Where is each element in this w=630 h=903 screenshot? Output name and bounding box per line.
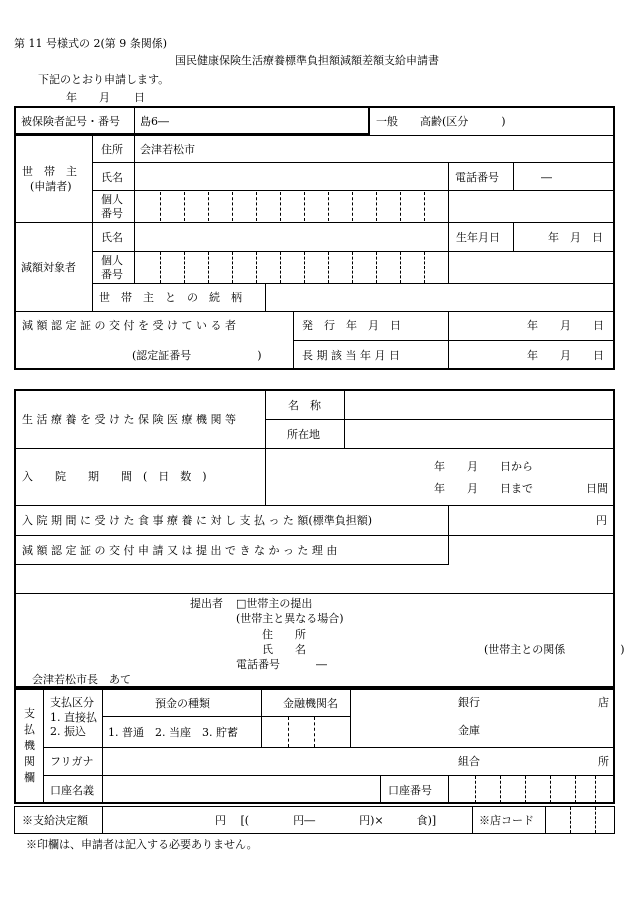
householder-id-label: 個人: [101, 193, 123, 206]
date-day-label: 日: [134, 91, 145, 104]
householder-address-value: 会津若松市: [140, 143, 195, 156]
submitter-address-input[interactable]: [310, 625, 610, 640]
furigana-label: フリガナ: [50, 755, 94, 768]
date-year-label: 年: [66, 91, 77, 104]
intro-text: 下記のとおり申請します。: [38, 73, 170, 86]
payment-side-label-1: 支: [24, 707, 35, 720]
page-title: 国民健康保険生活療養標準負担額減額差額支給申請書: [175, 54, 439, 67]
householder-phone-label: 電話番号: [455, 171, 499, 184]
date-month-label: 月: [99, 91, 110, 104]
reason-input[interactable]: [16, 565, 613, 592]
householder-address-input[interactable]: [135, 136, 613, 161]
hospital-period-label: 入 院 期 間 ( 日 数 ): [22, 470, 207, 483]
submitter-phone-label: 電話番号: [236, 658, 280, 671]
issue-date-label: 発 行 年 月 日: [302, 319, 401, 332]
householder-phone-input[interactable]: [514, 163, 613, 189]
submitter-address-label: 住 所: [262, 628, 306, 641]
decision-formula: 円 [( 円― 円)× 食)]: [215, 814, 437, 827]
householder-phone-value: ―: [541, 171, 552, 184]
insured-number-input[interactable]: [135, 108, 367, 133]
payment-category-option-2[interactable]: 2. 振込: [50, 725, 86, 738]
payment-side-label-3: 機: [24, 739, 35, 752]
institution-location-input[interactable]: [345, 420, 613, 447]
long-term-date-input[interactable]: [449, 341, 613, 368]
payment-category-option-1[interactable]: 1. 直接払: [50, 711, 97, 724]
institution-name-input[interactable]: [345, 390, 613, 418]
institution-location-label: 所在地: [287, 428, 320, 441]
store-code-label: ※店コード: [479, 814, 534, 827]
reason-label: 減 額 認 定 証 の 交 付 申 請 又 は 提 出 で き な か っ た 理 由: [22, 544, 338, 557]
relation-label: 世 帯 主 と の 続 柄: [99, 291, 242, 304]
long-term-date-label: 長 期 該 当 年 月 日: [302, 349, 400, 362]
householder-id-label-2: 番号: [101, 207, 123, 220]
bank-name-input[interactable]: [351, 690, 613, 746]
period-to-value: 年 月 日まで: [434, 482, 533, 495]
payment-category-label: 支払区分: [50, 696, 94, 709]
target-id-label: 個人: [101, 254, 123, 267]
addressee: 会津若松市長 あて: [32, 673, 131, 686]
office-label: 所: [598, 755, 609, 768]
insured-number-label: 被保険者記号・番号: [21, 115, 120, 128]
target-name-label: 氏名: [101, 231, 123, 244]
kumiai-label: 組合: [458, 755, 480, 768]
payment-side-label-2: 払: [24, 723, 35, 736]
target-person-label: 減額対象者: [21, 261, 76, 274]
account-name-label: 口座名義: [50, 784, 94, 797]
payment-side-label-5: 欄: [24, 771, 35, 784]
householder-sublabel: (申請者): [30, 180, 72, 193]
certificate-number-input[interactable]: [16, 341, 292, 368]
householder-label: 世 帯 主: [22, 165, 77, 178]
deposit-type-label: 預金の種類: [155, 697, 210, 710]
submitter-phone-input[interactable]: [300, 655, 420, 670]
householder-name-input[interactable]: [135, 163, 447, 189]
certificate-holder-label: 減 額 認 定 証 の 交 付 を 受 け て い る 者: [22, 319, 236, 332]
meal-cost-label: 入 院 期 間 に 受 け た 食 事 療 養 に 対 し 支 払 っ た 額(標準負担額): [22, 514, 373, 527]
decision-amount-label: ※支給決定額: [22, 814, 88, 827]
account-number-input[interactable]: [449, 776, 613, 803]
shinkin-label: 金庫: [458, 724, 480, 737]
issue-date-input[interactable]: [449, 312, 613, 339]
submitter-label: 提出者: [190, 597, 223, 610]
target-birth-label: 生年月日: [456, 231, 500, 244]
account-number-label: 口座番号: [388, 784, 432, 797]
submitter-relation-label: (世帯主との関係 ): [484, 643, 625, 656]
insured-category: 一般 高齢(区分 ): [376, 115, 506, 128]
deposit-type-options[interactable]: 1. 普通 2. 当座 3. 貯蓄: [108, 726, 238, 739]
account-name-input[interactable]: [103, 776, 379, 803]
bank-label: 銀行: [458, 696, 480, 709]
householder-name-label: 氏名: [101, 171, 123, 184]
meal-cost-unit: 円: [596, 514, 607, 527]
householder-address-label: 住所: [101, 143, 123, 156]
target-name-input[interactable]: [135, 223, 447, 250]
submitter-other-label: (世帯主と異なる場合): [236, 612, 344, 625]
hospital-period-input[interactable]: [266, 449, 613, 504]
period-from-value: 年 月 日から: [434, 460, 533, 473]
certificate-number-label: (認定証番号 ): [132, 349, 262, 362]
target-birth-value: 年 月 日: [548, 231, 603, 244]
submitter-name-input[interactable]: [310, 640, 470, 655]
meal-cost-input[interactable]: [449, 506, 613, 534]
institution-label: 生 活 療 養 を 受 け た 保 険 医 療 機 関 等: [22, 413, 236, 426]
target-id-label-2: 番号: [101, 268, 123, 281]
institution-name-label: 名 称: [288, 399, 321, 412]
target-birth-input[interactable]: [514, 223, 613, 250]
insured-category-select[interactable]: [372, 108, 612, 133]
footnote: ※印欄は、申請者は記入する必要ありません。: [26, 838, 258, 851]
insured-number-value: 島6―: [140, 115, 169, 128]
bank-name-label: 金融機関名: [283, 697, 338, 710]
form-number: 第 11 号様式の 2(第 9 条関係): [14, 37, 168, 50]
submitter-name-label: 氏 名: [262, 643, 306, 656]
relation-input[interactable]: [266, 284, 613, 310]
bank-code-input[interactable]: [262, 717, 349, 746]
payment-side-label-4: 関: [24, 755, 35, 768]
submitter-householder-option[interactable]: □世帯主の提出: [236, 597, 313, 610]
issue-date-value: 年 月 日: [527, 319, 604, 332]
furigana-input[interactable]: [103, 748, 448, 774]
long-term-date-value: 年 月 日: [527, 349, 604, 362]
period-days-unit: 日間: [586, 482, 608, 495]
submitter-phone-value: ―: [316, 658, 327, 671]
branch-label: 店: [598, 696, 609, 709]
